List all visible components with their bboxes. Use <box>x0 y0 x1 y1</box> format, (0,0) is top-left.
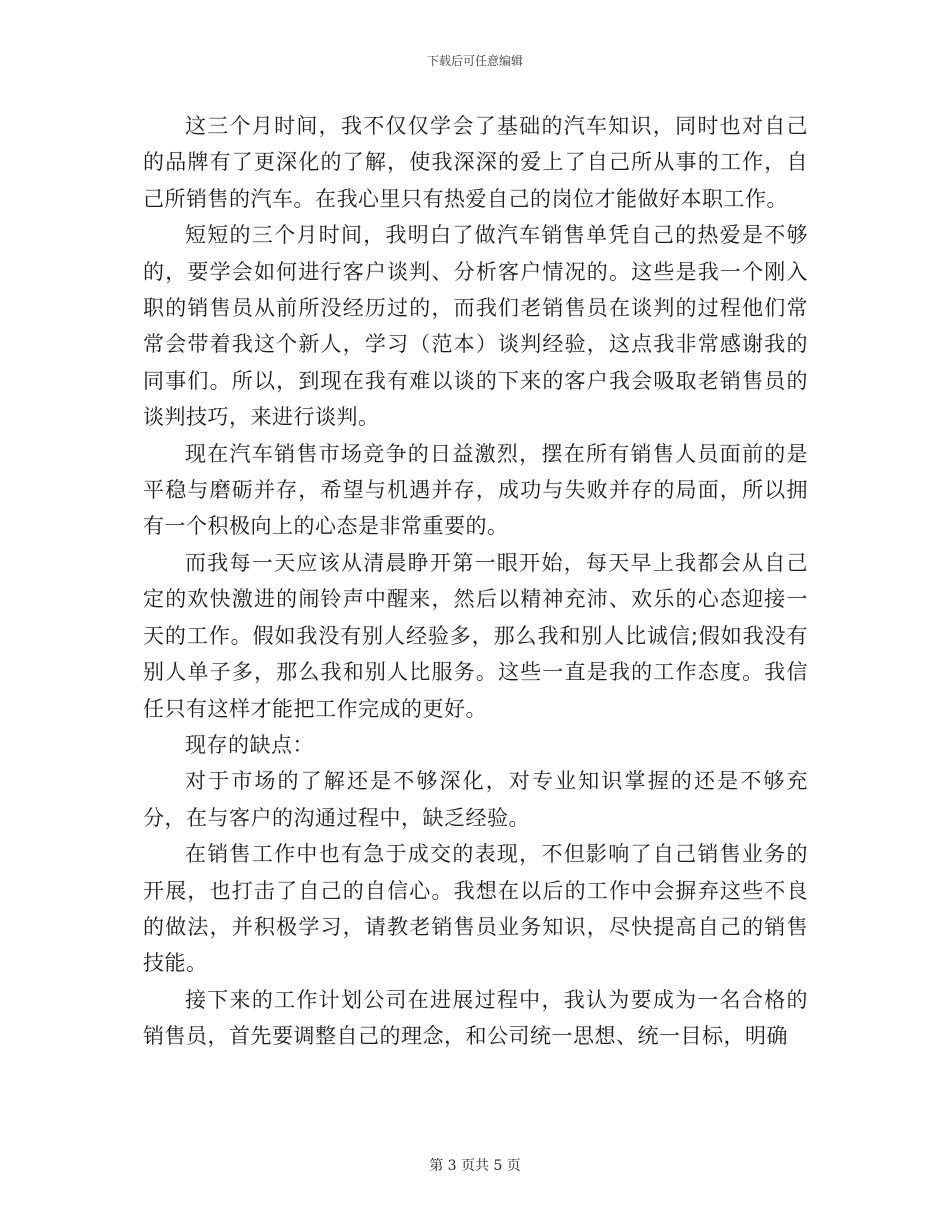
paragraph: 这三个月时间，我不仅仅学会了基础的汽车知识，同时也对自己的品牌有了更深化的了解，使我深深的爱上了自己所从事的工作，自己所销售的汽车。在我心里只有热爱自己的岗位才能做好本职工作。 <box>143 114 808 211</box>
document-body <box>143 108 808 1055</box>
paragraph: 短短的三个月时间，我明白了做汽车销售单凭自己的热爱是不够的，要学会如何进行客户谈判、分析客户情况的。这些是我一个刚入职的销售员从前所没经历过的，而我们老销售员在谈判的过程他们常常会带着我这个新人，学习（范本）谈判经验，这点我非常感谢我的同事们。所以，到现在我有难以谈的下来的客户我会吸取老销售员的谈判技巧，来进行谈判。 <box>143 223 808 430</box>
paragraph: 现在汽车销售市场竞争的日益激烈，摆在所有销售人员面前的是平稳与磨砺并存，希望与机遇并存，成功与失败并存的局面，所以拥有一个积极向上的心态是非常重要的。 <box>143 441 808 539</box>
paragraph: 在销售工作中也有急于成交的表现，不但影响了自己销售业务的开展，也打击了自己的自信心。我想在以后的工作中会摒弃这些不良的做法，并积极学习，请教老销售员业务知识，尽快提高自己的销售技能。 <box>143 842 808 976</box>
paragraph: 对于市场的了解还是不够深化，对专业知识掌握的还是不够充分，在与客户的沟通过程中，缺乏经验。 <box>143 769 808 830</box>
page-number: 第 3 页共 5 页 <box>429 1158 521 1174</box>
paragraph: 而我每一天应该从清晨睁开第一眼开始，每天早上我都会从自己定的欢快激进的闹铃声中醒来，然后以精神充沛、欢乐的心态迎接一天的工作。假如我没有别人经验多，那么我和别人比诚信;假如我没有别人单子多，那么我和别人比服务。这些一直是我的工作态度。我信任只有这样才能把工作完成的更好。 <box>143 550 808 721</box>
section-heading: 现存的缺点： <box>185 732 314 757</box>
paragraph: 接下来的工作计划公司在进展过程中，我认为要成为一名合格的销售员，首先要调整自己的理念，和公司统一思想、统一目标，明确 <box>143 987 808 1049</box>
page-header-note: 下载后可任意编辑 <box>426 54 523 68</box>
